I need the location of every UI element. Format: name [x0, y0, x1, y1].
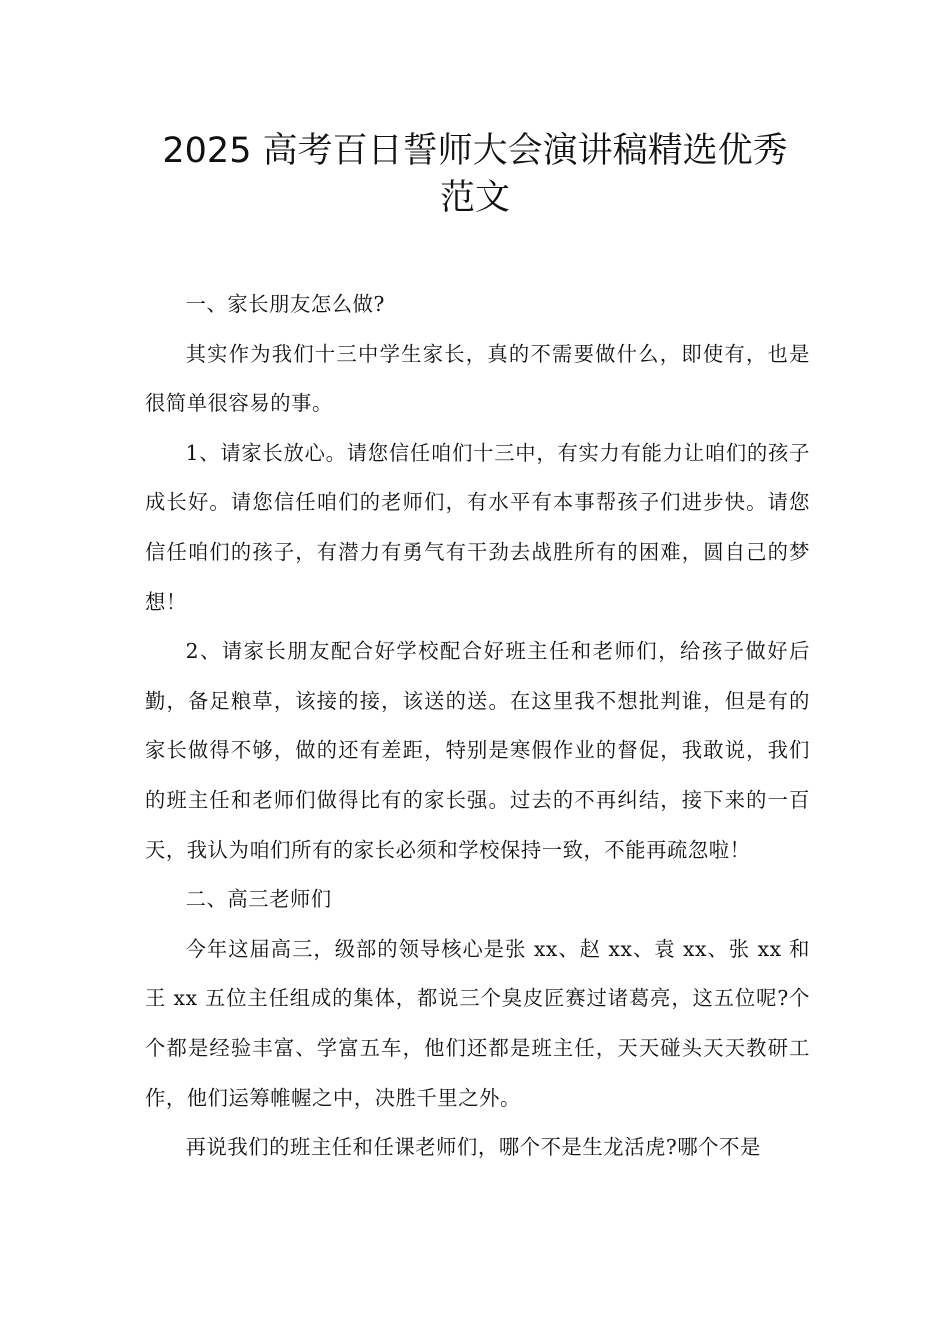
paragraph: 1、请家长放心。请您信任咱们十三中，有实力有能力让咱们的孩子成长好。请您信任咱们的老师们，有水平有本事帮孩子们进步快。请您信任咱们的孩子，有潜力有勇气有干劲去战胜所有的困难，圆自己的梦想！: [145, 440, 810, 614]
section-heading-parents: 一、家长朋友怎么做?: [185, 292, 385, 316]
document-title: [120, 128, 830, 222]
section-heading-teachers: 二、高三老师们: [185, 887, 332, 912]
document-body: [145, 280, 810, 1173]
title-line-1: 2025 高考百日誓师大会演讲稿精选优秀: [162, 131, 788, 171]
paragraph: 再说我们的班主任和任课老师们，哪个不是生龙活虎?哪个不是: [185, 1135, 761, 1160]
paragraph: 今年这届高三，级部的领导核心是张 xx、赵 xx、袁 xx、张 xx 和王 xx 五位主任组成的集体，都说三个臭皮匠赛过诸葛亮，这五位呢?个个都是经验丰富、学富五车，他们还都是班主任，天天碰头天天教研工作，他们运筹帷幄之中，决胜千里之外。: [145, 936, 810, 1110]
paragraph: 2、请家长朋友配合好学校配合好班主任和老师们，给孩子做好后勤，备足粮草，该接的接，该送的送。在这里我不想批判谁，但是有的家长做得不够，做的还有差距，特别是寒假作业的督促，我敢说，我们的班主任和老师们做得比有的家长强。过去的不再纠结，接下来的一百天，我认为咱们所有的家长必须和学校保持一致，不能再疏忽啦！: [145, 639, 810, 862]
paragraph: 其实作为我们十三中学生家长，真的不需要做什么，即使有，也是很简单很容易的事。: [145, 341, 810, 416]
title-line-2: 范文: [439, 178, 510, 218]
